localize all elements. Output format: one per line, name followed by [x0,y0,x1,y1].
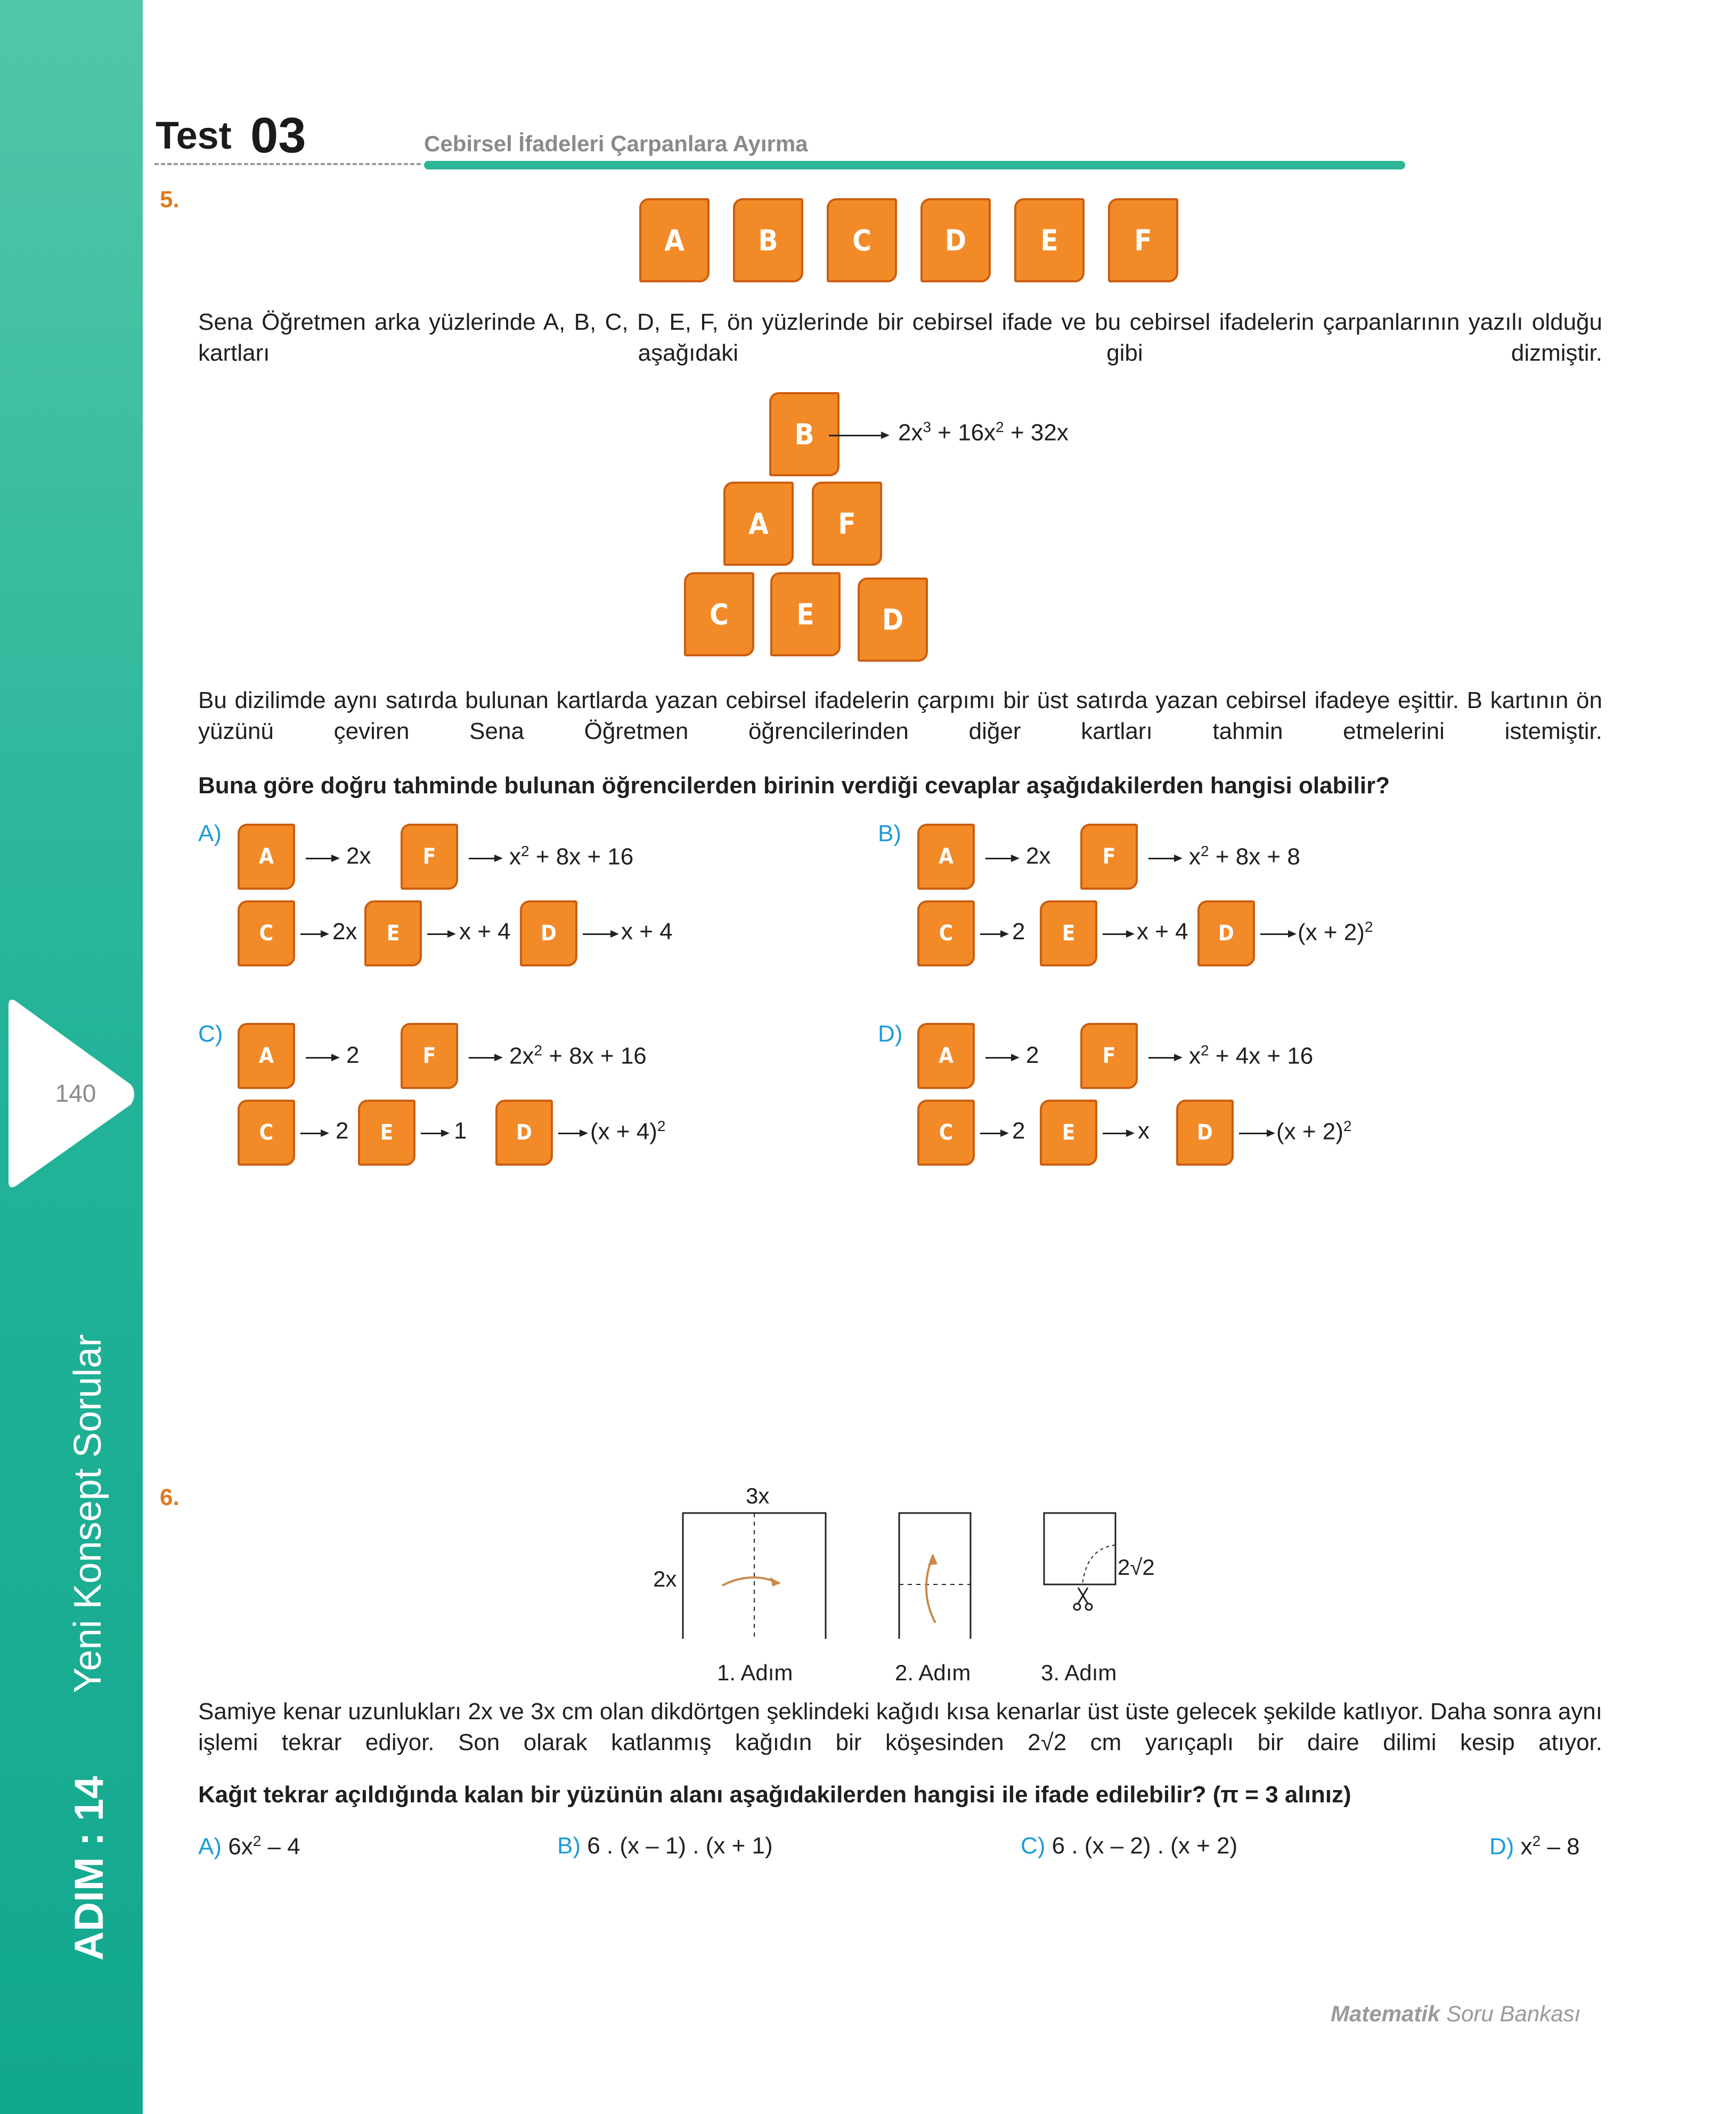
top-card: C [827,198,897,282]
arrow-icon [985,1057,1017,1059]
top-card: E [1014,198,1085,282]
arrow-icon [306,1057,338,1059]
arrow-icon [1148,858,1180,859]
option-card-a: A [917,1023,975,1089]
pyramid-card: C [684,572,754,656]
test-label: Test [156,115,232,157]
option-card-f: F [401,1023,458,1089]
option-value: x [1138,1118,1150,1144]
pyramid-card: B [769,392,840,476]
arrow-icon [469,858,501,859]
answer-option-c[interactable]: C) 6 . (x – 2) . (x + 2) [1021,1833,1238,1859]
step-label: 2. Adım [895,1660,971,1685]
option-card-c: C [917,900,975,966]
header-dashed-line [154,163,421,165]
option-card-a: A [238,824,295,890]
footer-brand: Matematik Soru Bankası [1331,2001,1581,2026]
option-card-e: E [358,1100,415,1166]
option-card-d: D [1197,900,1255,966]
header-accent-bar [424,161,1405,169]
option-card-e: E [364,900,422,966]
option-card-d: D [495,1100,553,1166]
arrow-icon [829,435,887,436]
option-value: $(x + 2)^2$ [1298,918,1373,946]
page-number: 140 [55,1079,96,1107]
option-letter[interactable]: B) [878,820,901,847]
test-number: 03 [250,107,306,163]
option-value: 2 [1012,918,1025,945]
option-value: $(x + 4)^2$ [590,1118,666,1145]
option-letter[interactable]: C) [198,1021,223,1047]
arrow-icon [980,1133,1007,1134]
option-card-a: A [238,1023,295,1089]
option-value: 2x [1026,843,1051,869]
option-value: $x^2 + 4x + 16$ [1189,1042,1314,1069]
option-card-c: C [238,1100,295,1166]
arrow-icon [306,858,338,859]
top-card: D [920,198,991,282]
question-prompt: Kağıt tekrar açıldığında kalan bir yüzünün alanı aşağıdakilerden hangisi ile ifade edilebilir? (π = 3 alınız) [198,1782,1351,1808]
option-card-c: C [238,900,295,966]
arrow-icon [980,933,1007,935]
question-text: Samiye kenar uzunlukları 2x ve 3x cm olan dikdörtgen şeklindeki kağıdı kısa kenarlar üst üste gelecek şekilde katlıyor. Daha sonra aynı işlemi tekrar ediyor. Son olarak katlanmış kağıdın bir köşesinden 2√2 cm yarıçaplı bir daire dilimi kesip atıyor. [198,1698,1602,1755]
question-intro: Sena Öğretmen arka yüzlerinde A, B, C, D, E, F, ön yüzlerinde bir cebirsel ifade ve bu cebirsel ifadelerin çarpanlarının yazılı olduğu kartları aşağıdaki gibi dizmiştir. [198,309,1602,366]
sidebar-title: Yeni Konsept Sorular [67,1334,109,1693]
step-label: 3. Adım [1041,1660,1117,1685]
arrow-icon [985,858,1017,859]
width-label: 3x [746,1483,770,1508]
option-value: 2x [332,918,357,945]
arrow-icon [558,1133,586,1134]
option-letter[interactable]: A) [198,820,222,847]
option-value: 2x [346,843,371,869]
option-card-f: F [1080,1023,1138,1089]
option-value: 2 [346,1042,360,1068]
pyramid-card: D [858,578,928,662]
option-card-d: D [520,900,577,966]
arrow-icon [1260,933,1294,935]
option-card-f: F [1080,824,1138,890]
arrow-icon [469,1057,501,1059]
b-card-expression: $2x^3 + 16x^2 + 32x$ [898,419,1069,446]
folding-figure [682,1511,1193,1639]
option-value: $x^2 + 8x + 8$ [1189,843,1300,870]
arrow-icon [421,1133,447,1134]
question-explanation: Bu dizilimde aynı satırda bulunan kartlarda yazan cebirsel ifadelerin çarpımı bir üst satırda yazan cebirsel ifadeye eşittir. B kartının ön yüzünü çeviren Sena Öğretmen öğrencilerinden diğer kartları tahmin etmelerini istemiştir. [198,687,1602,744]
option-card-c: C [917,1100,975,1166]
arrow-icon [300,933,327,935]
answer-option-d[interactable]: D) $x^2 - 8$ [1489,1833,1580,1860]
subject-title: Cebirsel İfadeleri Çarpanlara Ayırma [424,131,808,156]
height-label: 2x [653,1566,677,1591]
arrow-icon [1148,1057,1180,1059]
arrow-icon [583,933,617,935]
question-number: 5. [160,186,180,213]
option-card-e: E [1040,1100,1097,1166]
option-value: $(x + 2)^2$ [1276,1118,1352,1145]
option-value: $x^2 + 8x + 16$ [509,843,634,870]
option-card-e: E [1040,900,1097,966]
top-card: F [1108,198,1178,282]
pyramid-card: A [723,482,794,566]
cut-radius-label: 2√2 [1118,1555,1155,1580]
option-value: 2 [1012,1118,1025,1144]
option-letter[interactable]: D) [878,1021,903,1047]
option-value: 2 [1026,1042,1039,1068]
option-card-a: A [917,824,975,890]
answer-option-a[interactable]: A) $6x^2 - 4$ [198,1833,300,1860]
step-label: 1. Adım [717,1660,793,1685]
option-card-f: F [401,824,458,890]
option-value: 1 [454,1118,467,1144]
arrow-icon [1103,1133,1132,1134]
sidebar-step: ADIM : 14 [67,1776,112,1961]
answer-option-b[interactable]: B) 6 . (x – 1) . (x + 1) [557,1833,773,1859]
question-prompt: Buna göre doğru tahminde bulunan öğrencilerden birinin verdiği cevaplar aşağıdakilerden hangisi olabilir? [198,773,1390,799]
option-value: x + 4 [621,918,673,945]
option-value: x + 4 [1137,918,1188,945]
arrow-icon [300,1133,327,1134]
option-value: x + 4 [459,918,511,945]
top-card: A [639,198,710,282]
arrow-icon [427,933,454,935]
option-card-d: D [1176,1100,1234,1166]
pyramid-card: E [770,572,841,656]
option-value: 2 [336,1118,349,1144]
arrow-icon [1103,933,1132,935]
option-value: $2x^2 + 8x + 16$ [509,1042,647,1069]
pyramid-card: F [812,482,882,566]
arrow-icon [1239,1133,1273,1134]
top-card: B [733,198,803,282]
question-number: 6. [160,1484,180,1510]
